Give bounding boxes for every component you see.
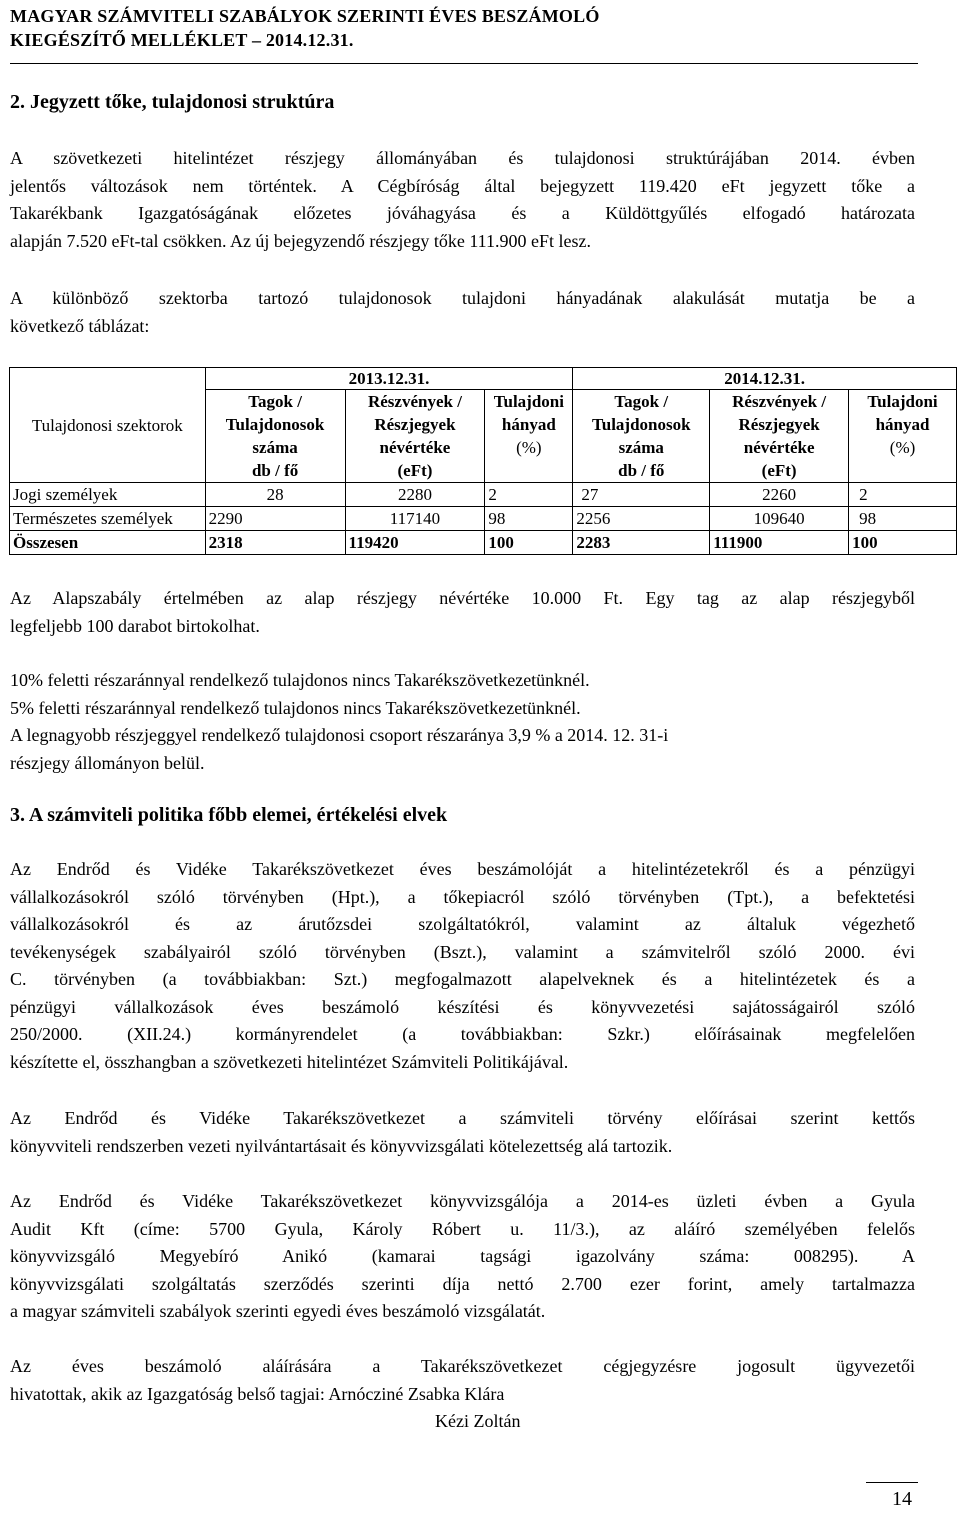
section-3-paragraph-4: Az éves beszámoló aláírására a Takarékszövetkezet cégjegyzésre jogosult ügyvezetői hivatottak, akik az Igazgatóság belső tagjai: Arnócziné Zsabka Klára Kézi Zoltán [10, 1353, 915, 1436]
section-3-paragraph-2: Az Endrőd és Vidéke Takarékszövetkezet a számviteli törvény előírásai szerint kettős könyvviteli rendszerben vezeti nyilvántartásait és könyvvizsgálati kötelezettség alá tartozik. [10, 1108, 915, 1156]
section-3-paragraph-1: Az Endrőd és Vidéke Takarékszövetkezet éves beszámolóját a hitelintézetekről és a pénzügyi vállalkozásokról szóló törvényben (Hpt.), a tőkepiacról szóló törvényben (Tpt.), a befektetési vállalkozásokról és az árutőzsdei szolgáltatókról, valamint az általuk végezhető tevékenységek szabályairól szóló törvényben (Bszt.), valamint a számvitelről szóló 2000. évi C. törvényben (a továbbiakban: Szt.) megfogalmazott alapelveknek és a hitelintézetek és a pénzügyi vállalkozások éves beszámoló készítési és könyvvezetési sajátosságairól szóló 250/2000. (XII.24.) kormányrendelet (a továbbiakban: Szkr.) előírásainak megfelelően készítette el, összhangban a szövetkezeti hitelintézet Számviteli Politikájával. [10, 859, 915, 1072]
after-table-paragraph-2: 10% feletti részaránnyal rendelkező tulajdonos nincs Takarékszövetkezetünknél. 5% feletti részaránnyal rendelkező tulajdonos nincs Takarékszövetkezetünknél. A legnagyobb részjeggyel rendelkező tulajdonosi csoport részaránya 3,9 % a 2014. 12. 31-i részjegy állományon belül. [10, 670, 669, 773]
section-2-heading: 2. Jegyzett tőke, tulajdonosi struktúra [10, 91, 335, 113]
shares-value-header: Részvények / Részjegyek névértéke (eFt) [710, 390, 849, 483]
sector-column-header: Tulajdonosi szektorok [10, 368, 206, 483]
table-row: Természetes személyek 2290 117140 98 2256 109640 98 [10, 507, 957, 531]
section-2-paragraph-2: A különböző szektorba tartozó tulajdonosok tulajdoni hányadának alakulását mutatja be a következő táblázat: [10, 288, 915, 336]
members-count-header: Tagok / Tulajdonosok száma db / fő [205, 390, 345, 483]
table-header-row [10, 368, 957, 390]
header-divider [10, 63, 918, 64]
section-3-paragraph-3: Az Endrőd és Vidéke Takarékszövetkezet könyvvizsgálója a 2014-es üzleti évben a Gyula Audit Kft (címe: 5700 Gyula, Károly Róbert u. 11/3.), az aláíró személyében felelős könyvvizsgáló Megyebíró Anikó (kamarai tagsági igazolvány száma: 008295). A könyvvizsgálati szolgáltatás szerződés szerinti díja nettó 2.700 ezer forint, amely tartalmazza a magyar számviteli szabályok szerinti egyedi éves beszámoló vizsgálatát. [10, 1191, 915, 1321]
signatory-name: Kézi Zoltán [435, 1411, 521, 1431]
ratio-header: Tulajdoni hányad (%) [485, 390, 573, 483]
members-count-header: Tagok / Tulajdonosok száma db / fő [573, 390, 710, 483]
shares-value-header: Részvények / Részjegyek névértéke (eFt) [345, 390, 485, 483]
section-3-heading: 3. A számviteli politika főbb elemei, értékelési elvek [10, 804, 448, 826]
section-2-paragraph-1: A szövetkezeti hitelintézet részjegy állományában és tulajdonosi struktúrájában 2014. évben jelentős változások nem történtek. A Cégbíróság által bejegyzett 119.420 eFt jegyzett tőke a Takarékbank Igazgatóságának előzetes jóváhagyása és a Küldöttgyűlés elfogadó határozata alapján 7.520 eFt-tal csökken. Az új bejegyzendő részjegy tőke 111.900 eFt lesz. [10, 148, 915, 251]
header-subtitle: KIEGÉSZÍTŐ MELLÉKLET – 2014.12.31. [10, 30, 354, 50]
footer-divider [866, 1482, 918, 1483]
table-row: Jogi személyek 28 2280 2 27 2260 2 [10, 483, 957, 507]
after-table-paragraph-1: Az Alapszabály értelmében az alap részjegy névértéke 10.000 Ft. Egy tag az alap részjegyből legfeljebb 100 darabot birtokolhat. [10, 588, 915, 636]
year-2013-header: 2013.12.31. [205, 368, 573, 390]
table-total-row: Összesen 2318 119420 100 2283 111900 100 [10, 531, 957, 555]
ratio-header: Tulajdoni hányad (%) [849, 390, 957, 483]
year-2014-header: 2014.12.31. [573, 368, 957, 390]
ownership-table [9, 367, 957, 555]
document-header [10, 4, 600, 52]
page-number: 14 [892, 1488, 912, 1510]
header-title: MAGYAR SZÁMVITELI SZABÁLYOK SZERINTI ÉVES BESZÁMOLÓ [10, 6, 600, 26]
